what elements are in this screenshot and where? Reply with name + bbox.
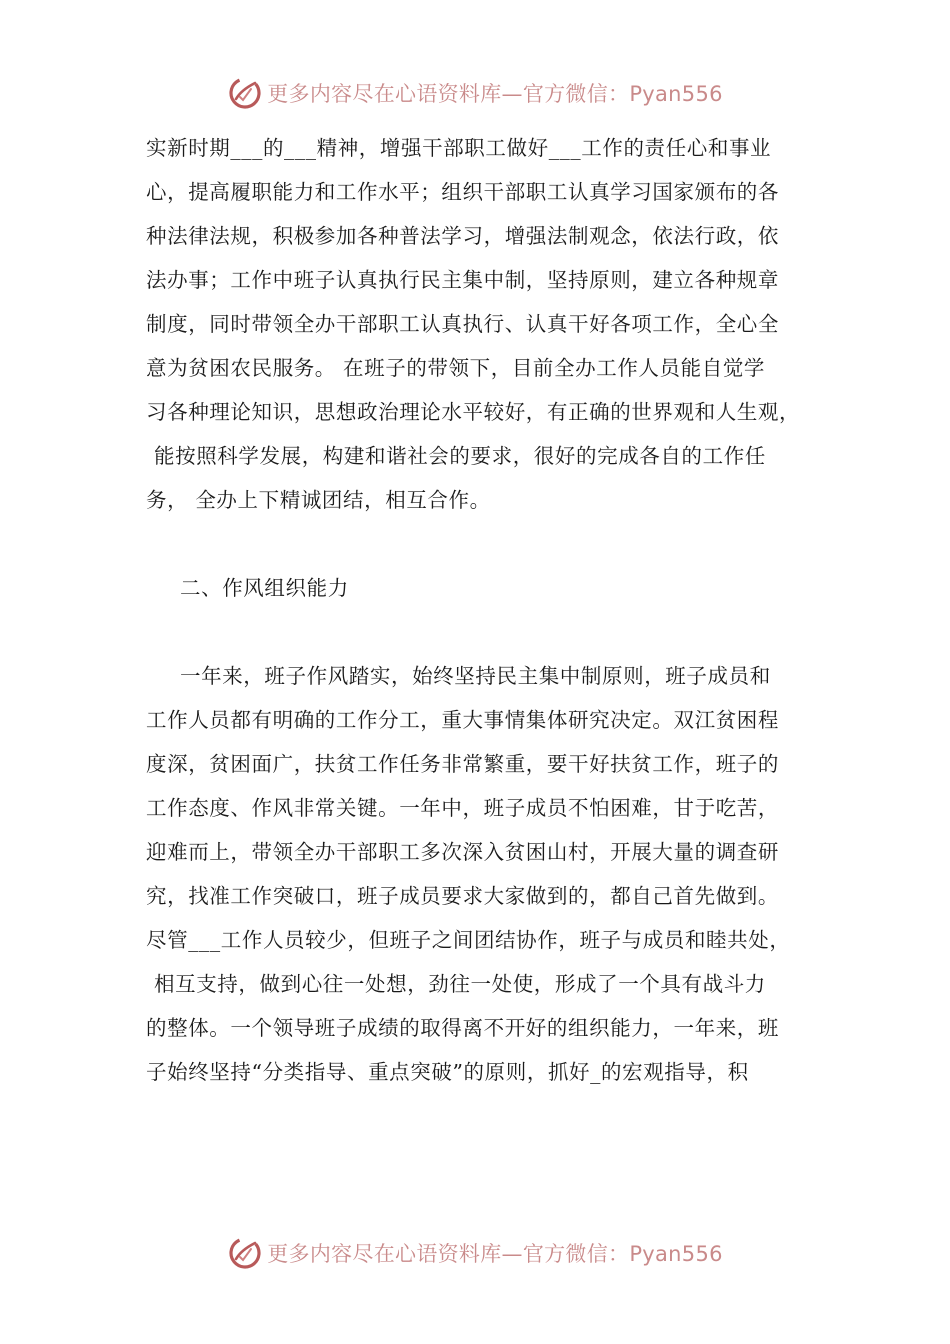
banner-text: 更多内容尽在心语资料库—官方微信：Pyan556: [267, 82, 723, 106]
text-line: 度深，贫困面广，扶贫工作任务非常繁重，要干好扶贫工作，班子的: [146, 752, 779, 776]
text-line: 一年来，班子作风踏实，始终坚持民主集中制原则，班子成员和: [180, 664, 771, 688]
text-line: 心，提高履职能力和工作水平；组织干部职工认真学习国家颁布的各: [146, 180, 779, 204]
text-line: 能按照科学发展，构建和谐社会的要求，很好的完成各自的工作任: [154, 444, 766, 468]
text-line: 工作态度、作风非常关键。一年中，班子成员不怕困难，甘于吃苦，: [146, 796, 779, 820]
banner-text: 更多内容尽在心语资料库—官方微信：Pyan556: [267, 1242, 723, 1266]
text-line: 习各种理论知识，思想政治理论水平较好，有正确的世界观和人生观，: [146, 400, 801, 424]
text-line: 务， 全办上下精诚团结，相互合作。: [146, 488, 491, 512]
section-heading: 二、作风组织能力: [180, 576, 349, 600]
text-line: 迎难而上，带领全办干部职工多次深入贫困山村，开展大量的调查研: [146, 840, 779, 864]
text-line: 子始终坚持“分类指导、重点突破”的原则，抓好_的宏观指导，积: [146, 1060, 749, 1084]
text-line: 的整体。一个领导班子成绩的取得离不开好的组织能力，一年来，班: [146, 1016, 779, 1040]
text-line: 法办事；工作中班子认真执行民主集中制，坚持原则，建立各种规章: [146, 268, 779, 292]
text-line: 相互支持，做到心往一处想，劲往一处使，形成了一个具有战斗力: [154, 972, 766, 996]
header-banner: [0, 68, 950, 118]
text-line: 尽管___工作人员较少，但班子之间团结协作，班子与成员和睦共处，: [146, 928, 791, 952]
ink-brush-circle-icon: [227, 1235, 263, 1271]
text-line: 意为贫困农民服务。 在班子的带领下，目前全办工作人员能自觉学: [146, 356, 766, 380]
text-line: 究，找准工作突破口，班子成员要求大家做到的，都自己首先做到。: [146, 884, 779, 908]
ink-brush-circle-icon: [227, 75, 263, 111]
text-line: 工作人员都有明确的工作分工，重大事情集体研究决定。双江贫困程: [146, 708, 779, 732]
document-body: [146, 126, 826, 1094]
text-line: 实新时期___的___精神，增强干部职工做好___工作的责任心和事业: [146, 136, 772, 160]
text-line: 制度，同时带领全办干部职工认真执行、认真干好各项工作，全心全: [146, 312, 779, 336]
text-line: 种法律法规，积极参加各种普法学习，增强法制观念，依法行政，依: [146, 224, 779, 248]
footer-banner: [0, 1228, 950, 1278]
